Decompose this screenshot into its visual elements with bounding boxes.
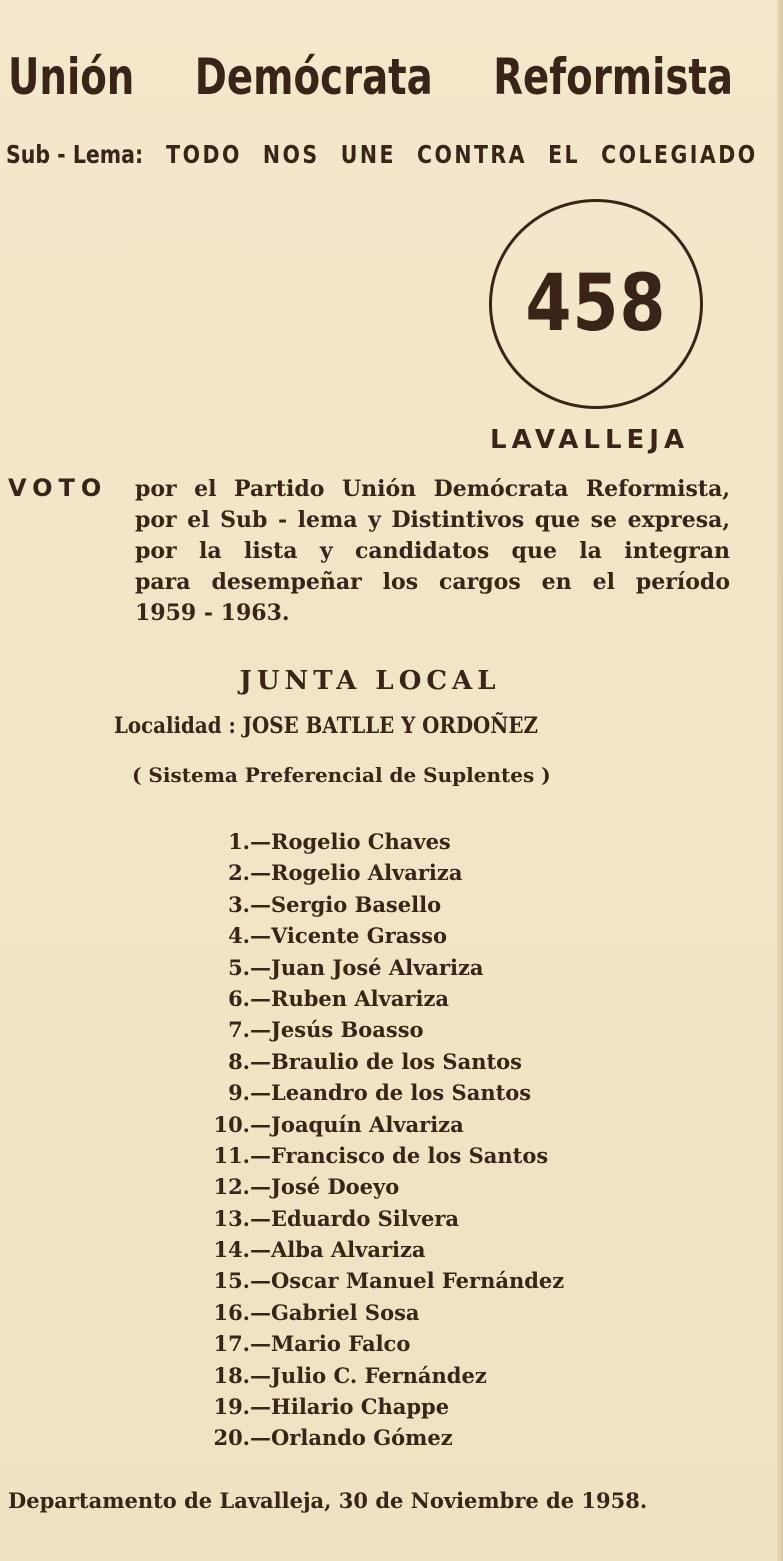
candidate-number: 15.: [213, 1268, 250, 1294]
candidate-name: Eduardo Silvera: [271, 1205, 459, 1231]
candidate-dash: —: [250, 1048, 271, 1074]
candidate-row: [190, 889, 670, 920]
vote-line: por el Sub - lema y Distintivos que se expresa,: [135, 507, 730, 533]
vote-line: para desempeñar los cargos en el período: [135, 569, 730, 595]
candidate-name: Alba Alvariza: [271, 1237, 426, 1263]
candidate-row: [190, 952, 670, 983]
candidate-dash: —: [250, 1205, 271, 1231]
candidate-name: Juan José Alvariza: [271, 954, 484, 980]
candidate-dash: —: [250, 1142, 271, 1168]
candidate-row: [190, 1109, 670, 1140]
candidate-name: Vicente Grasso: [271, 923, 447, 949]
candidate-dash: —: [250, 1425, 271, 1451]
candidate-name: Hilario Chappe: [271, 1394, 450, 1420]
candidate-row: [190, 1297, 670, 1328]
candidate-row: [190, 920, 670, 951]
localidad: Localidad : JOSE BATLLE Y ORDOÑEZ: [114, 713, 538, 739]
candidate-row: [190, 1391, 670, 1422]
sublema: [6, 140, 758, 169]
candidate-row: [190, 826, 670, 857]
candidate-dash: —: [250, 985, 271, 1011]
candidate-list: [190, 826, 670, 1454]
candidate-dash: —: [250, 954, 271, 980]
candidate-number: 13.: [213, 1205, 250, 1231]
candidate-row: [190, 1203, 670, 1234]
candidate-name: Sergio Basello: [271, 891, 442, 917]
voto-label: VOTO: [8, 474, 108, 502]
candidate-number: 14.: [213, 1237, 250, 1263]
candidate-row: [190, 857, 670, 888]
vote-line: por la lista y candidatos que la integran: [135, 538, 730, 564]
candidate-number: 11.: [213, 1142, 250, 1168]
footer-date: Departamento de Lavalleja, 30 de Noviembre de 1958.: [8, 1488, 648, 1513]
vote-declaration: [135, 474, 730, 629]
candidate-dash: —: [250, 1394, 271, 1420]
candidate-dash: —: [250, 1017, 271, 1043]
party-word-3: Reformista: [493, 48, 733, 106]
candidate-dash: —: [250, 891, 271, 917]
candidate-row: [190, 1046, 670, 1077]
candidate-dash: —: [250, 1362, 271, 1388]
candidate-name: Ruben Alvariza: [271, 985, 449, 1011]
candidate-number: 7.: [228, 1017, 250, 1043]
sublema-label: Sub - Lema:: [6, 140, 144, 169]
candidate-dash: —: [250, 1268, 271, 1294]
candidate-number: 9.: [228, 1080, 250, 1106]
candidate-row: [190, 983, 670, 1014]
sublema-text: TODO NOS UNE CONTRA EL COLEGIADO: [166, 140, 758, 169]
candidate-dash: —: [250, 1080, 271, 1106]
candidate-number: 2.: [228, 860, 250, 886]
candidate-row: [190, 1265, 670, 1296]
candidate-name: Mario Falco: [271, 1331, 411, 1357]
candidate-number: 6.: [228, 985, 250, 1011]
candidate-number: 5.: [228, 954, 250, 980]
vote-line: 1959 - 1963.: [135, 600, 290, 626]
candidate-number: 4.: [228, 923, 250, 949]
candidate-number: 18.: [213, 1362, 250, 1388]
candidate-dash: —: [250, 829, 271, 854]
candidate-name: Braulio de los Santos: [271, 1048, 523, 1074]
department-name: LAVALLEJA: [490, 425, 690, 455]
candidate-row: [190, 1014, 670, 1045]
sistema-preferencial: ( Sistema Preferencial de Suplentes ): [132, 763, 551, 787]
candidate-number: 1.: [228, 829, 250, 854]
candidate-row: [190, 1234, 670, 1265]
candidate-dash: —: [250, 1237, 271, 1263]
candidate-dash: —: [250, 923, 271, 949]
candidate-row: [190, 1140, 670, 1171]
candidate-row: [190, 1171, 670, 1202]
candidate-row: [190, 1328, 670, 1359]
candidate-name: Rogelio Alvariza: [271, 860, 463, 886]
candidate-number: 10.: [213, 1111, 250, 1137]
candidate-dash: —: [250, 1174, 271, 1200]
candidate-name: Oscar Manuel Fernández: [271, 1268, 565, 1294]
candidate-number: 20.: [213, 1425, 250, 1451]
candidate-row: [190, 1422, 670, 1453]
candidate-name: Jesús Boasso: [271, 1017, 424, 1043]
candidate-name: Leandro de los Santos: [271, 1080, 532, 1106]
candidate-number: 16.: [213, 1299, 250, 1325]
candidate-dash: —: [250, 1111, 271, 1137]
party-name: [8, 48, 733, 106]
candidate-dash: —: [250, 1331, 271, 1357]
candidate-number: 8.: [228, 1048, 250, 1074]
list-number-circle: [489, 199, 703, 409]
candidate-number: 12.: [213, 1174, 250, 1200]
candidate-name: José Doeyo: [271, 1174, 400, 1200]
candidate-dash: —: [250, 1299, 271, 1325]
candidate-name: Gabriel Sosa: [271, 1299, 420, 1325]
party-word-1: Unión: [8, 48, 135, 106]
candidate-number: 19.: [213, 1394, 250, 1420]
list-number: 458: [525, 259, 667, 349]
candidate-number: 3.: [228, 891, 250, 917]
candidate-name: Julio C. Fernández: [271, 1362, 487, 1388]
candidate-row: [190, 1077, 670, 1108]
candidate-name: Orlando Gómez: [271, 1425, 453, 1451]
candidate-number: 17.: [213, 1331, 250, 1357]
paper-edge: [777, 0, 783, 1561]
candidate-row: [190, 1360, 670, 1391]
junta-title: JUNTA LOCAL: [239, 666, 501, 696]
candidate-dash: —: [250, 860, 271, 886]
party-word-2: Demócrata: [194, 48, 433, 106]
candidate-name: Joaquín Alvariza: [271, 1111, 464, 1137]
candidate-name: Francisco de los Santos: [271, 1142, 549, 1168]
vote-line: por el Partido Unión Demócrata Reformista,: [135, 476, 730, 502]
candidate-name: Rogelio Chaves: [271, 829, 451, 854]
